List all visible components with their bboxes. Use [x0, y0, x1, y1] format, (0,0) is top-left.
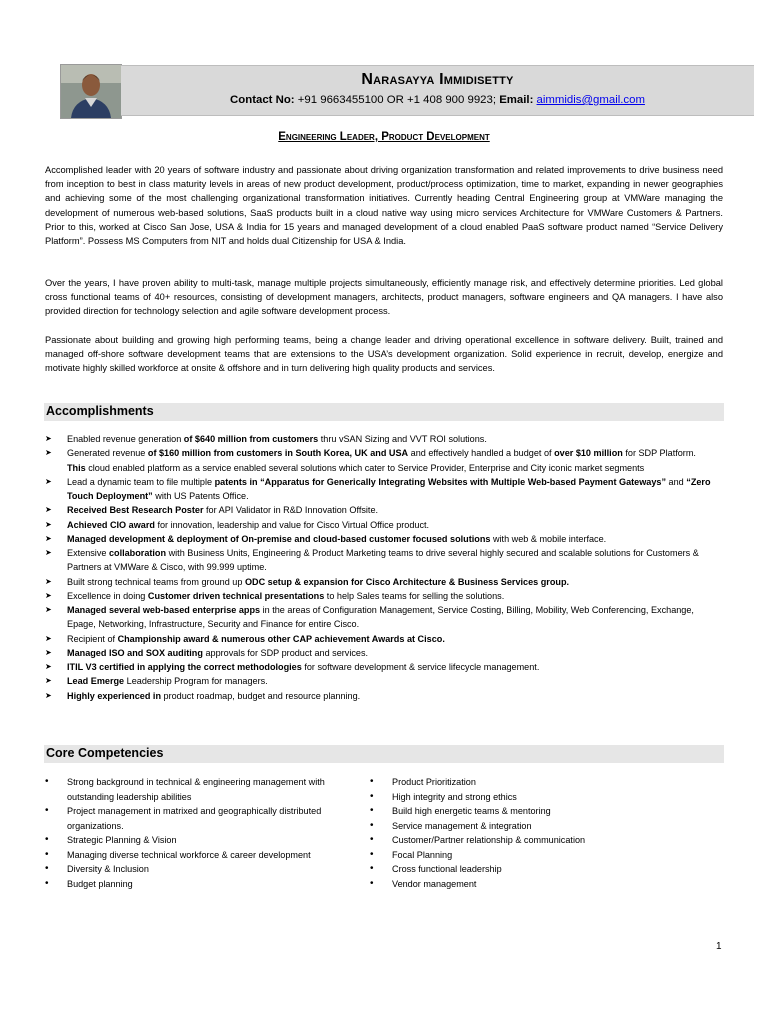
- accomplishment-highlight: Received Best Research Poster: [67, 505, 204, 516]
- competency-item: [370, 862, 670, 877]
- competency-label: Managing diverse technical workforce & career development: [67, 849, 311, 860]
- competency-label: Customer/Partner relationship & communication: [392, 835, 586, 845]
- competency-item: [45, 833, 355, 848]
- arrow-bullet-icon: ➤: [45, 633, 52, 643]
- accomplishment-text: with web & mobile interface.: [490, 533, 607, 544]
- accomplishment-text: for API Validator in R&D Innovation Offsite.: [203, 505, 379, 516]
- competency-label: Cross functional leadership: [392, 864, 502, 874]
- accomplishment-highlight: of $160 million from customers in South Korea, UK and USA: [147, 448, 409, 459]
- accomplishment-highlight: “Zero Touch Deployment”: [67, 476, 711, 501]
- accomplishment-text: product roadmap, budget and resource planning.: [161, 690, 361, 701]
- accomplishment-item: [45, 503, 713, 517]
- bullet-dot-icon: •: [370, 863, 374, 874]
- bullet-dot-icon: •: [370, 776, 374, 787]
- competency-label: Strong background in technical & engineering management with outstanding leadership abilities: [67, 777, 325, 802]
- accomplishment-text: for software development & service lifecycle management.: [301, 662, 540, 672]
- bullet-dot-icon: •: [370, 790, 374, 802]
- accomplishment-highlight: Managed development & deployment of On-premise and cloud-based customer focused solutions: [67, 533, 491, 544]
- accomplishment-highlight: over $10 million: [554, 448, 623, 459]
- accomplishment-text: cloud enabled platform as a service enabled several solutions which cater to Service Provider, Enterprise and City iconic market segments: [85, 462, 645, 473]
- arrow-bullet-icon: ➤: [45, 590, 52, 600]
- email-link[interactable]: aimmidis@gmail.com: [536, 94, 645, 106]
- competencies-right-list: [370, 775, 670, 891]
- accomplishment-text: and effectively handled a budget of: [408, 448, 555, 459]
- competency-label: Focal Planning: [392, 849, 453, 860]
- accomplishment-text: for SDP Platform.: [622, 448, 696, 459]
- competency-item: [370, 804, 670, 819]
- competency-item: [370, 877, 670, 892]
- accomplishment-item: [45, 518, 713, 532]
- accomplishment-highlight: Championship award & numerous other CAP achievement Awards at Cisco.: [117, 633, 445, 644]
- accomplishment-item: [45, 532, 713, 546]
- header-bar: [121, 65, 754, 116]
- competency-label: Budget planning: [67, 878, 133, 889]
- competency-item: [45, 848, 355, 863]
- accomplishment-highlight: of $640 million from customers: [183, 434, 319, 444]
- bullet-dot-icon: •: [45, 776, 49, 787]
- accomplishments-list: [45, 432, 713, 703]
- accomplishment-highlight: This: [67, 462, 86, 473]
- accomplishment-item: [45, 674, 713, 688]
- arrow-bullet-icon: ➤: [45, 647, 52, 657]
- accomplishment-item: [45, 632, 713, 646]
- bullet-dot-icon: •: [370, 834, 374, 845]
- bullet-dot-icon: •: [370, 819, 374, 831]
- accomplishments-title: Accomplishments: [46, 404, 154, 418]
- competency-label: Build high energetic teams & mentoring: [392, 806, 551, 816]
- accomplishment-text: Generated revenue: [67, 448, 148, 459]
- accomplishment-text: in the areas of Configuration Management, Service Costing, Billing, Mobility, Web Conferencing, Exchange, Epage, Networking, Infrastructure, Security and Finance for entire Cisco.: [67, 605, 694, 630]
- competency-item: [45, 862, 355, 877]
- accomplishments-section-header: [44, 403, 724, 421]
- profile-photo: [60, 64, 122, 119]
- bullet-dot-icon: •: [45, 848, 49, 860]
- accomplishment-item: [45, 575, 713, 589]
- competency-label: Vendor management: [392, 878, 477, 889]
- competency-item: [370, 833, 670, 848]
- accomplishment-text: for innovation, leadership and value for Cisco Virtual Office product.: [154, 519, 430, 530]
- accomplishment-item: [45, 546, 713, 575]
- competency-item: [370, 819, 670, 834]
- headline-title: Engineering Leader, Product Development: [278, 131, 490, 143]
- arrow-bullet-icon: ➤: [45, 434, 52, 443]
- accomplishment-highlight: Customer driven technical presentations: [147, 590, 325, 601]
- accomplishment-text: Enabled revenue generation: [67, 434, 184, 444]
- competencies-section-header: [44, 745, 724, 763]
- person-photo-icon: [61, 65, 121, 118]
- summary-paragraph-1: Accomplished leader with 20 years of software industry and passionate about driving organization transformation and related improvements to drive business need from inception to best in class maturity levels in areas of new product development, product/process optimization, time to market, expanding in newer geographies and achieving some of the most challenging organizational transformation initiatives. Currently heading Central Engineering group at VMWare managing the development of numerous web-based solutions, SaaS products built in a cloud native way using micro services Architecture for VMWare Customers & Partners. Prior to this, worked at Cisco San Jose, USA & India for 15 years and managed development of a cloud enabled PaaS software product named “Service Delivery Platform”. Possess MS Computers from NIT and holds dual Citizenship for USA & India.: [45, 165, 723, 247]
- accomplishment-highlight: collaboration: [108, 548, 167, 558]
- bullet-dot-icon: •: [45, 805, 49, 816]
- accomplishment-item: [45, 646, 713, 660]
- accomplishment-item: [45, 660, 713, 674]
- bullet-dot-icon: •: [45, 877, 49, 889]
- competencies-left-list: [45, 775, 355, 891]
- accomplishment-highlight: ODC setup & expansion for Cisco Architecture & Business Services group.: [244, 576, 570, 587]
- accomplishment-item: [45, 475, 713, 504]
- competency-item: [370, 775, 670, 790]
- accomplishment-text: Recipient of: [67, 633, 118, 644]
- accomplishment-text: approvals for SDP product and services.: [202, 647, 369, 658]
- summary-paragraph-3: Passionate about building and growing high performing teams, being a change leader and driving operational excellence in software delivery. Built, trained and managed off-shore software development teams that are extensions to the USA’s development organization. Solid experience in recruit, develop, energize and motivate highly skilled workforce at onsite & offshore and in turn delivering high quality products and services.: [45, 335, 723, 374]
- page-number: 1: [716, 941, 722, 952]
- accomplishment-highlight: Lead Emerge: [67, 676, 125, 687]
- arrow-bullet-icon: ➤: [45, 448, 52, 458]
- accomplishment-highlight: patents in “Apparatus for Generically Integrating Websites with Multiple Web-based Payment Gateways”: [214, 476, 667, 487]
- accomplishment-text: with US Patents Office.: [152, 491, 249, 501]
- accomplishment-highlight: ITIL V3 certified in applying the correct methodologies: [67, 662, 302, 672]
- accomplishment-item: [45, 603, 713, 632]
- bullet-dot-icon: •: [370, 848, 374, 860]
- email-label: Email:: [499, 94, 534, 106]
- competency-label: Strategic Planning & Vision: [67, 835, 177, 845]
- competency-label: Diversity & Inclusion: [67, 864, 149, 874]
- accomplishment-highlight: Highly experienced in: [67, 690, 161, 701]
- summary-paragraph-2: Over the years, I have proven ability to multi-task, manage multiple projects simultaneously, efficiently manage risk, and effectively determine priorities. Led global cross functional teams of 40+ resources, consisting of development managers, architects, product managers, software engineers and QA managers. I have also provided direction for technology selection and agile software development process.: [45, 278, 723, 317]
- arrow-bullet-icon: ➤: [45, 533, 52, 543]
- competency-item: [370, 790, 670, 805]
- competencies-title: Core Competencies: [46, 746, 164, 760]
- competency-label: Service management & integration: [392, 820, 532, 831]
- competency-item: [45, 775, 355, 804]
- arrow-bullet-icon: ➤: [45, 690, 52, 700]
- arrow-bullet-icon: ➤: [45, 605, 52, 614]
- phone-numbers: +91 9663455100 OR +1 408 900 9923;: [297, 94, 497, 106]
- accomplishment-item: [45, 589, 713, 603]
- arrow-bullet-icon: ➤: [45, 676, 52, 686]
- accomplishment-text: to help Sales teams for selling the solutions.: [324, 590, 505, 601]
- contact-line: [121, 94, 754, 106]
- accomplishment-item: [45, 446, 713, 475]
- competency-label: High integrity and strong ethics: [392, 791, 517, 802]
- accomplishment-text: thru vSAN Sizing and VVT ROI solutions.: [318, 434, 487, 444]
- arrow-bullet-icon: ➤: [45, 548, 52, 557]
- bullet-dot-icon: •: [370, 805, 374, 816]
- accomplishment-item: [45, 432, 713, 446]
- arrow-bullet-icon: ➤: [45, 662, 52, 671]
- accomplishment-text: Excellence in doing: [67, 590, 148, 601]
- arrow-bullet-icon: ➤: [45, 519, 52, 529]
- accomplishment-highlight: Managed several web-based enterprise apps: [67, 605, 261, 615]
- accomplishment-text: Lead a dynamic team to file multiple: [67, 476, 215, 487]
- accomplishment-text: Built strong technical teams from ground up: [67, 576, 245, 587]
- arrow-bullet-icon: ➤: [45, 576, 52, 586]
- bullet-dot-icon: •: [45, 863, 49, 874]
- accomplishment-highlight: Managed ISO and SOX auditing: [67, 647, 203, 658]
- accomplishment-text: with Business Units, Engineering & Product Marketing teams to drive several highly secured and scalable solutions for Customers & Partners at VMWare & Cisco, with 99.999 uptime.: [67, 548, 699, 573]
- arrow-bullet-icon: ➤: [45, 505, 52, 515]
- arrow-bullet-icon: ➤: [45, 476, 52, 486]
- competency-label: Project management in matrixed and geographically distributed organizations.: [67, 806, 322, 831]
- bullet-dot-icon: •: [45, 834, 49, 845]
- accomplishment-text: Leadership Program for managers.: [124, 676, 268, 687]
- bullet-dot-icon: •: [370, 877, 374, 889]
- accomplishment-text: and: [666, 476, 687, 487]
- accomplishment-text: Extensive: [67, 548, 109, 558]
- competency-item: [45, 804, 355, 833]
- competency-label: Product Prioritization: [392, 777, 476, 787]
- candidate-name: Narasayya Immidisetty: [361, 71, 514, 88]
- competency-item: [370, 848, 670, 863]
- accomplishment-highlight: Achieved CIO award: [67, 519, 155, 530]
- contact-label: Contact No:: [230, 94, 295, 106]
- accomplishment-item: [45, 689, 713, 703]
- competency-item: [45, 877, 355, 892]
